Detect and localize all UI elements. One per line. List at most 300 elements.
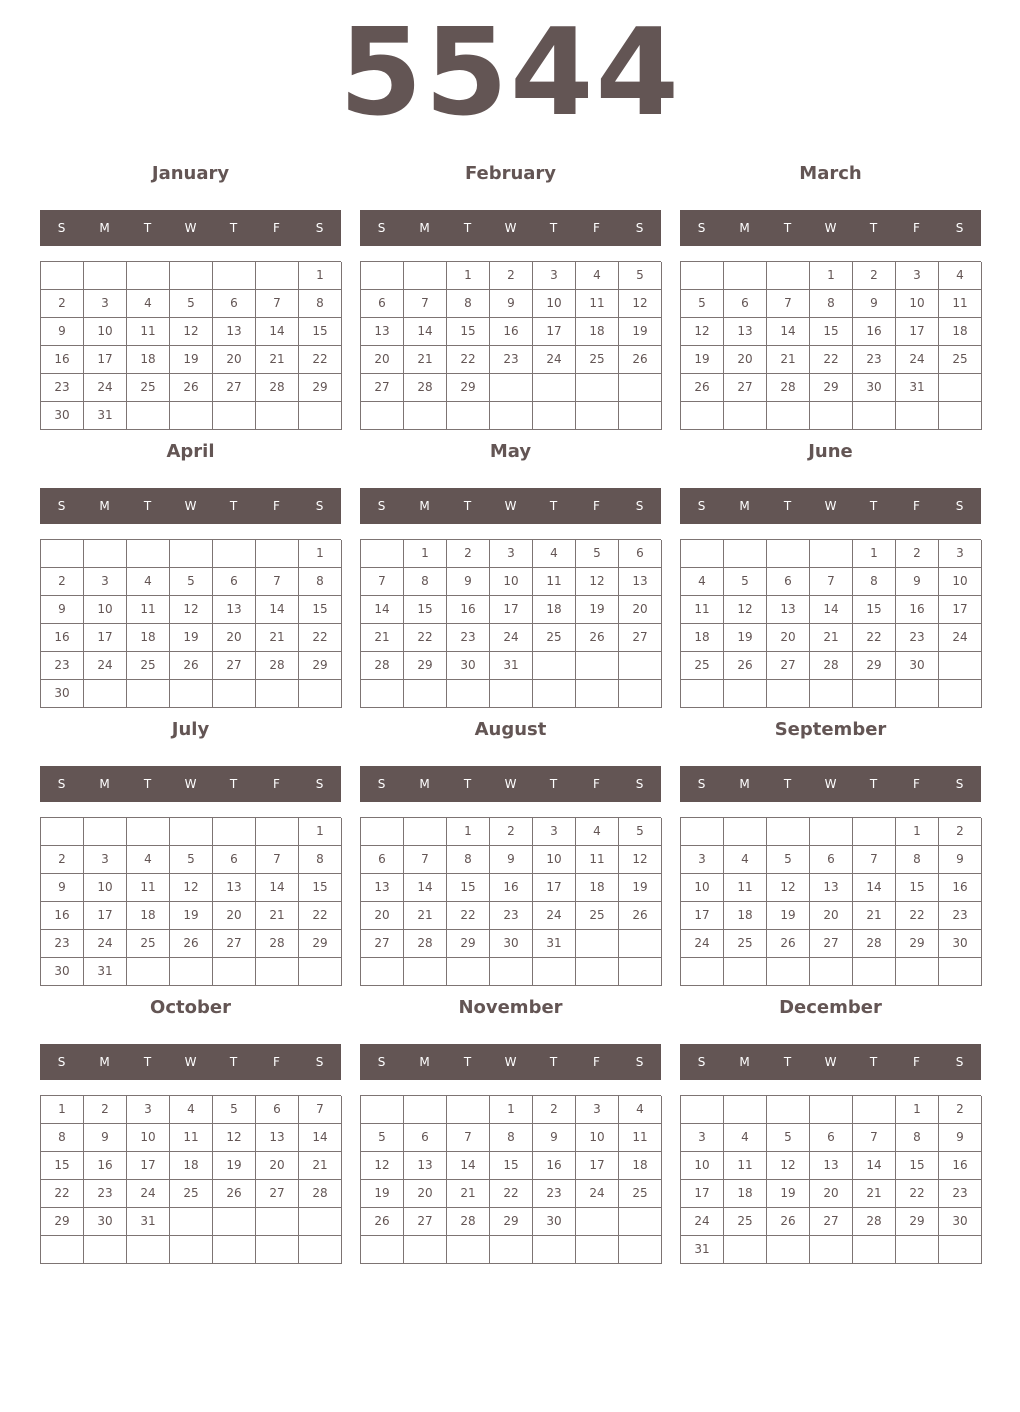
- day-cell: 15: [853, 596, 896, 624]
- weekday-label: S: [697, 1055, 706, 1069]
- weekday-label: T: [463, 499, 472, 513]
- empty-day-cell: [447, 1236, 490, 1264]
- day-cell: 23: [41, 652, 84, 680]
- day-cell: 12: [619, 290, 662, 318]
- day-cell: 28: [404, 374, 447, 402]
- day-cell: 6: [810, 846, 853, 874]
- day-cell: 14: [447, 1152, 490, 1180]
- day-cell: 22: [299, 624, 342, 652]
- empty-day-cell: [256, 540, 299, 568]
- day-cell: 26: [767, 930, 810, 958]
- day-cell: 20: [213, 902, 256, 930]
- empty-day-cell: [404, 1096, 447, 1124]
- weekday-header: [360, 766, 661, 802]
- empty-day-cell: [447, 680, 490, 708]
- day-grid: [360, 261, 661, 430]
- day-cell: 16: [490, 318, 533, 346]
- empty-day-cell: [490, 1236, 533, 1264]
- empty-day-cell: [447, 958, 490, 986]
- day-cell: 12: [724, 596, 767, 624]
- day-cell: 29: [490, 1208, 533, 1236]
- weekday-label: F: [913, 499, 920, 513]
- empty-day-cell: [681, 262, 724, 290]
- day-cell: 20: [404, 1180, 447, 1208]
- day-cell: 26: [767, 1208, 810, 1236]
- day-cell: 27: [619, 624, 662, 652]
- weekday-label: W: [504, 777, 517, 791]
- empty-day-cell: [853, 680, 896, 708]
- empty-day-cell: [619, 652, 662, 680]
- day-cell: 1: [490, 1096, 533, 1124]
- empty-day-cell: [213, 540, 256, 568]
- day-cell: 30: [447, 652, 490, 680]
- empty-day-cell: [767, 680, 810, 708]
- day-cell: 13: [361, 874, 404, 902]
- empty-day-cell: [896, 1236, 939, 1264]
- day-cell: 23: [84, 1180, 127, 1208]
- empty-day-cell: [213, 402, 256, 430]
- month-name: January: [151, 163, 230, 184]
- empty-day-cell: [127, 818, 170, 846]
- day-cell: 20: [213, 346, 256, 374]
- day-cell: 16: [896, 596, 939, 624]
- empty-day-cell: [576, 402, 619, 430]
- day-cell: 4: [939, 262, 982, 290]
- empty-day-cell: [810, 540, 853, 568]
- day-cell: 27: [724, 374, 767, 402]
- weekday-header: [360, 210, 661, 246]
- month-name: May: [489, 441, 532, 462]
- day-cell: 15: [490, 1152, 533, 1180]
- day-grid: [40, 261, 341, 430]
- day-cell: 26: [724, 652, 767, 680]
- weekday-label: S: [635, 777, 644, 791]
- day-cell: 5: [170, 846, 213, 874]
- day-cell: 16: [41, 346, 84, 374]
- day-cell: 9: [490, 846, 533, 874]
- day-cell: 14: [810, 596, 853, 624]
- weekday-label: F: [593, 499, 600, 513]
- day-cell: 14: [299, 1124, 342, 1152]
- empty-day-cell: [490, 958, 533, 986]
- empty-day-cell: [619, 374, 662, 402]
- weekday-label: W: [824, 1055, 837, 1069]
- month-august: [360, 718, 661, 990]
- empty-day-cell: [404, 402, 447, 430]
- day-cell: 10: [84, 596, 127, 624]
- weekday-label: S: [635, 499, 644, 513]
- day-cell: 1: [447, 262, 490, 290]
- month-name: November: [458, 997, 563, 1018]
- day-cell: 2: [41, 568, 84, 596]
- day-cell: 11: [724, 1152, 767, 1180]
- day-cell: 14: [404, 874, 447, 902]
- day-cell: 17: [533, 874, 576, 902]
- month-name: June: [808, 441, 853, 462]
- day-cell: 6: [361, 846, 404, 874]
- empty-day-cell: [810, 680, 853, 708]
- day-cell: 3: [490, 540, 533, 568]
- weekday-label: S: [697, 221, 706, 235]
- day-cell: 28: [404, 930, 447, 958]
- day-cell: 17: [939, 596, 982, 624]
- empty-day-cell: [213, 818, 256, 846]
- month-december: [680, 996, 981, 1268]
- day-cell: 27: [810, 930, 853, 958]
- day-cell: 22: [299, 902, 342, 930]
- day-cell: 6: [361, 290, 404, 318]
- day-cell: 22: [447, 346, 490, 374]
- empty-day-cell: [84, 818, 127, 846]
- day-cell: 24: [84, 652, 127, 680]
- empty-day-cell: [213, 1236, 256, 1264]
- empty-day-cell: [681, 402, 724, 430]
- day-cell: 3: [681, 846, 724, 874]
- day-grid: [680, 261, 981, 430]
- empty-day-cell: [490, 402, 533, 430]
- day-cell: 14: [853, 874, 896, 902]
- day-cell: 21: [299, 1152, 342, 1180]
- empty-day-cell: [619, 958, 662, 986]
- month-june: [680, 440, 981, 712]
- day-cell: 30: [939, 930, 982, 958]
- day-cell: 2: [84, 1096, 127, 1124]
- day-cell: 29: [896, 930, 939, 958]
- day-cell: 11: [533, 568, 576, 596]
- day-cell: 5: [619, 262, 662, 290]
- empty-day-cell: [299, 402, 342, 430]
- day-cell: 25: [533, 624, 576, 652]
- day-cell: 4: [127, 290, 170, 318]
- day-cell: 26: [170, 652, 213, 680]
- empty-day-cell: [299, 680, 342, 708]
- day-cell: 25: [939, 346, 982, 374]
- empty-day-cell: [533, 652, 576, 680]
- day-cell: 28: [767, 374, 810, 402]
- weekday-label: S: [955, 499, 964, 513]
- day-cell: 12: [576, 568, 619, 596]
- weekday-label: T: [549, 221, 558, 235]
- empty-day-cell: [681, 540, 724, 568]
- day-cell: 20: [361, 346, 404, 374]
- day-cell: 31: [896, 374, 939, 402]
- empty-day-cell: [170, 540, 213, 568]
- empty-day-cell: [256, 818, 299, 846]
- empty-day-cell: [767, 1236, 810, 1264]
- empty-day-cell: [447, 402, 490, 430]
- day-cell: 12: [767, 874, 810, 902]
- weekday-label: T: [143, 777, 152, 791]
- weekday-label: F: [273, 1055, 280, 1069]
- day-cell: 1: [299, 540, 342, 568]
- day-cell: 10: [681, 1152, 724, 1180]
- weekday-label: F: [913, 777, 920, 791]
- weekday-label: S: [57, 1055, 66, 1069]
- empty-day-cell: [361, 818, 404, 846]
- day-cell: 15: [896, 1152, 939, 1180]
- day-cell: 19: [724, 624, 767, 652]
- weekday-label: W: [824, 499, 837, 513]
- weekday-label: M: [99, 499, 110, 513]
- weekday-label: S: [697, 499, 706, 513]
- weekday-label: S: [377, 499, 386, 513]
- day-cell: 20: [256, 1152, 299, 1180]
- weekday-label: S: [315, 499, 324, 513]
- day-cell: 19: [767, 1180, 810, 1208]
- day-cell: 29: [896, 1208, 939, 1236]
- empty-day-cell: [939, 652, 982, 680]
- day-cell: 28: [853, 1208, 896, 1236]
- day-cell: 9: [41, 874, 84, 902]
- empty-day-cell: [84, 540, 127, 568]
- weekday-label: M: [739, 777, 750, 791]
- day-cell: 18: [170, 1152, 213, 1180]
- day-cell: 28: [447, 1208, 490, 1236]
- month-september: [680, 718, 981, 990]
- day-cell: 23: [447, 624, 490, 652]
- empty-day-cell: [447, 1096, 490, 1124]
- day-cell: 14: [361, 596, 404, 624]
- day-cell: 7: [404, 290, 447, 318]
- weekday-header: [40, 766, 341, 802]
- day-cell: 2: [939, 1096, 982, 1124]
- weekday-label: S: [57, 499, 66, 513]
- day-cell: 26: [619, 346, 662, 374]
- day-cell: 6: [767, 568, 810, 596]
- day-cell: 16: [447, 596, 490, 624]
- empty-day-cell: [213, 1208, 256, 1236]
- day-cell: 25: [619, 1180, 662, 1208]
- day-cell: 23: [490, 346, 533, 374]
- day-cell: 9: [41, 596, 84, 624]
- day-cell: 2: [490, 818, 533, 846]
- day-cell: 10: [533, 290, 576, 318]
- day-cell: 30: [896, 652, 939, 680]
- day-cell: 17: [84, 902, 127, 930]
- day-cell: 5: [576, 540, 619, 568]
- day-cell: 23: [939, 1180, 982, 1208]
- empty-day-cell: [361, 1236, 404, 1264]
- day-cell: 18: [619, 1152, 662, 1180]
- day-cell: 7: [810, 568, 853, 596]
- month-name: October: [150, 997, 231, 1018]
- day-cell: 4: [533, 540, 576, 568]
- day-grid: [360, 1095, 661, 1264]
- day-cell: 26: [361, 1208, 404, 1236]
- empty-day-cell: [490, 374, 533, 402]
- day-cell: 25: [127, 374, 170, 402]
- empty-day-cell: [810, 1096, 853, 1124]
- empty-day-cell: [767, 958, 810, 986]
- weekday-label: T: [143, 1055, 152, 1069]
- empty-day-cell: [853, 402, 896, 430]
- day-cell: 19: [170, 902, 213, 930]
- day-cell: 27: [361, 374, 404, 402]
- year-title: 5544: [339, 4, 681, 143]
- day-cell: 5: [767, 846, 810, 874]
- day-cell: 30: [490, 930, 533, 958]
- empty-day-cell: [127, 540, 170, 568]
- day-cell: 28: [256, 930, 299, 958]
- day-cell: 12: [767, 1152, 810, 1180]
- empty-day-cell: [361, 680, 404, 708]
- day-cell: 3: [84, 846, 127, 874]
- day-cell: 8: [810, 290, 853, 318]
- empty-day-cell: [404, 680, 447, 708]
- day-cell: 6: [619, 540, 662, 568]
- weekday-header: [680, 1044, 981, 1080]
- day-cell: 3: [533, 818, 576, 846]
- empty-day-cell: [853, 1096, 896, 1124]
- day-cell: 25: [127, 652, 170, 680]
- day-cell: 1: [810, 262, 853, 290]
- empty-day-cell: [256, 402, 299, 430]
- day-cell: 27: [256, 1180, 299, 1208]
- day-cell: 2: [41, 290, 84, 318]
- day-cell: 14: [767, 318, 810, 346]
- empty-day-cell: [681, 958, 724, 986]
- day-cell: 17: [84, 624, 127, 652]
- day-cell: 11: [619, 1124, 662, 1152]
- day-cell: 3: [576, 1096, 619, 1124]
- day-cell: 24: [84, 374, 127, 402]
- day-cell: 21: [404, 346, 447, 374]
- day-cell: 10: [576, 1124, 619, 1152]
- day-cell: 20: [361, 902, 404, 930]
- empty-day-cell: [170, 402, 213, 430]
- day-cell: 25: [576, 346, 619, 374]
- day-cell: 28: [853, 930, 896, 958]
- day-cell: 1: [299, 818, 342, 846]
- empty-day-cell: [299, 1236, 342, 1264]
- day-cell: 17: [681, 1180, 724, 1208]
- empty-day-cell: [361, 540, 404, 568]
- empty-day-cell: [170, 958, 213, 986]
- day-cell: 3: [84, 290, 127, 318]
- weekday-label: S: [697, 777, 706, 791]
- day-cell: 27: [213, 930, 256, 958]
- empty-day-cell: [361, 262, 404, 290]
- empty-day-cell: [576, 374, 619, 402]
- day-cell: 14: [853, 1152, 896, 1180]
- day-cell: 12: [619, 846, 662, 874]
- day-cell: 21: [256, 902, 299, 930]
- day-cell: 24: [533, 902, 576, 930]
- weekday-label: M: [99, 777, 110, 791]
- day-cell: 4: [576, 262, 619, 290]
- day-cell: 2: [447, 540, 490, 568]
- empty-day-cell: [404, 262, 447, 290]
- month-name: September: [774, 719, 887, 740]
- empty-day-cell: [41, 818, 84, 846]
- day-cell: 30: [41, 402, 84, 430]
- empty-day-cell: [170, 818, 213, 846]
- empty-day-cell: [810, 1236, 853, 1264]
- day-cell: 17: [896, 318, 939, 346]
- weekday-label: S: [315, 1055, 324, 1069]
- weekday-label: T: [463, 221, 472, 235]
- day-cell: 3: [681, 1124, 724, 1152]
- month-name: August: [474, 719, 547, 740]
- empty-day-cell: [84, 680, 127, 708]
- day-cell: 21: [404, 902, 447, 930]
- empty-day-cell: [256, 1236, 299, 1264]
- day-cell: 18: [724, 1180, 767, 1208]
- empty-day-cell: [896, 680, 939, 708]
- weekday-label: S: [377, 1055, 386, 1069]
- day-cell: 8: [896, 846, 939, 874]
- day-cell: 9: [41, 318, 84, 346]
- day-cell: 26: [170, 930, 213, 958]
- day-cell: 14: [256, 318, 299, 346]
- empty-day-cell: [256, 680, 299, 708]
- month-april: [40, 440, 341, 712]
- day-cell: 31: [533, 930, 576, 958]
- weekday-label: W: [184, 777, 197, 791]
- day-cell: 24: [490, 624, 533, 652]
- day-cell: 12: [361, 1152, 404, 1180]
- day-grid: [360, 539, 661, 708]
- day-cell: 24: [896, 346, 939, 374]
- day-cell: 6: [213, 290, 256, 318]
- day-cell: 2: [490, 262, 533, 290]
- day-cell: 22: [404, 624, 447, 652]
- day-cell: 23: [41, 374, 84, 402]
- day-cell: 17: [576, 1152, 619, 1180]
- day-cell: 31: [84, 402, 127, 430]
- weekday-label: F: [913, 221, 920, 235]
- day-cell: 29: [404, 652, 447, 680]
- day-cell: 18: [127, 902, 170, 930]
- day-cell: 30: [84, 1208, 127, 1236]
- empty-day-cell: [533, 958, 576, 986]
- day-cell: 31: [84, 958, 127, 986]
- day-cell: 3: [127, 1096, 170, 1124]
- day-cell: 15: [810, 318, 853, 346]
- day-cell: 26: [576, 624, 619, 652]
- day-cell: 23: [533, 1180, 576, 1208]
- day-cell: 28: [361, 652, 404, 680]
- weekday-label: M: [419, 499, 430, 513]
- weekday-label: M: [99, 221, 110, 235]
- day-cell: 4: [170, 1096, 213, 1124]
- empty-day-cell: [533, 374, 576, 402]
- day-grid: [680, 539, 981, 708]
- empty-day-cell: [939, 402, 982, 430]
- empty-day-cell: [724, 1236, 767, 1264]
- day-cell: 26: [170, 374, 213, 402]
- day-cell: 21: [853, 902, 896, 930]
- day-cell: 5: [170, 290, 213, 318]
- day-cell: 8: [853, 568, 896, 596]
- empty-day-cell: [767, 1096, 810, 1124]
- day-cell: 15: [299, 874, 342, 902]
- weekday-label: F: [593, 1055, 600, 1069]
- day-cell: 8: [299, 290, 342, 318]
- day-cell: 23: [41, 930, 84, 958]
- day-cell: 17: [127, 1152, 170, 1180]
- day-cell: 24: [939, 624, 982, 652]
- day-cell: 14: [256, 874, 299, 902]
- day-cell: 16: [84, 1152, 127, 1180]
- day-cell: 29: [299, 374, 342, 402]
- day-cell: 10: [84, 874, 127, 902]
- day-cell: 21: [447, 1180, 490, 1208]
- day-cell: 27: [361, 930, 404, 958]
- day-cell: 19: [170, 346, 213, 374]
- weekday-label: S: [377, 221, 386, 235]
- day-cell: 5: [767, 1124, 810, 1152]
